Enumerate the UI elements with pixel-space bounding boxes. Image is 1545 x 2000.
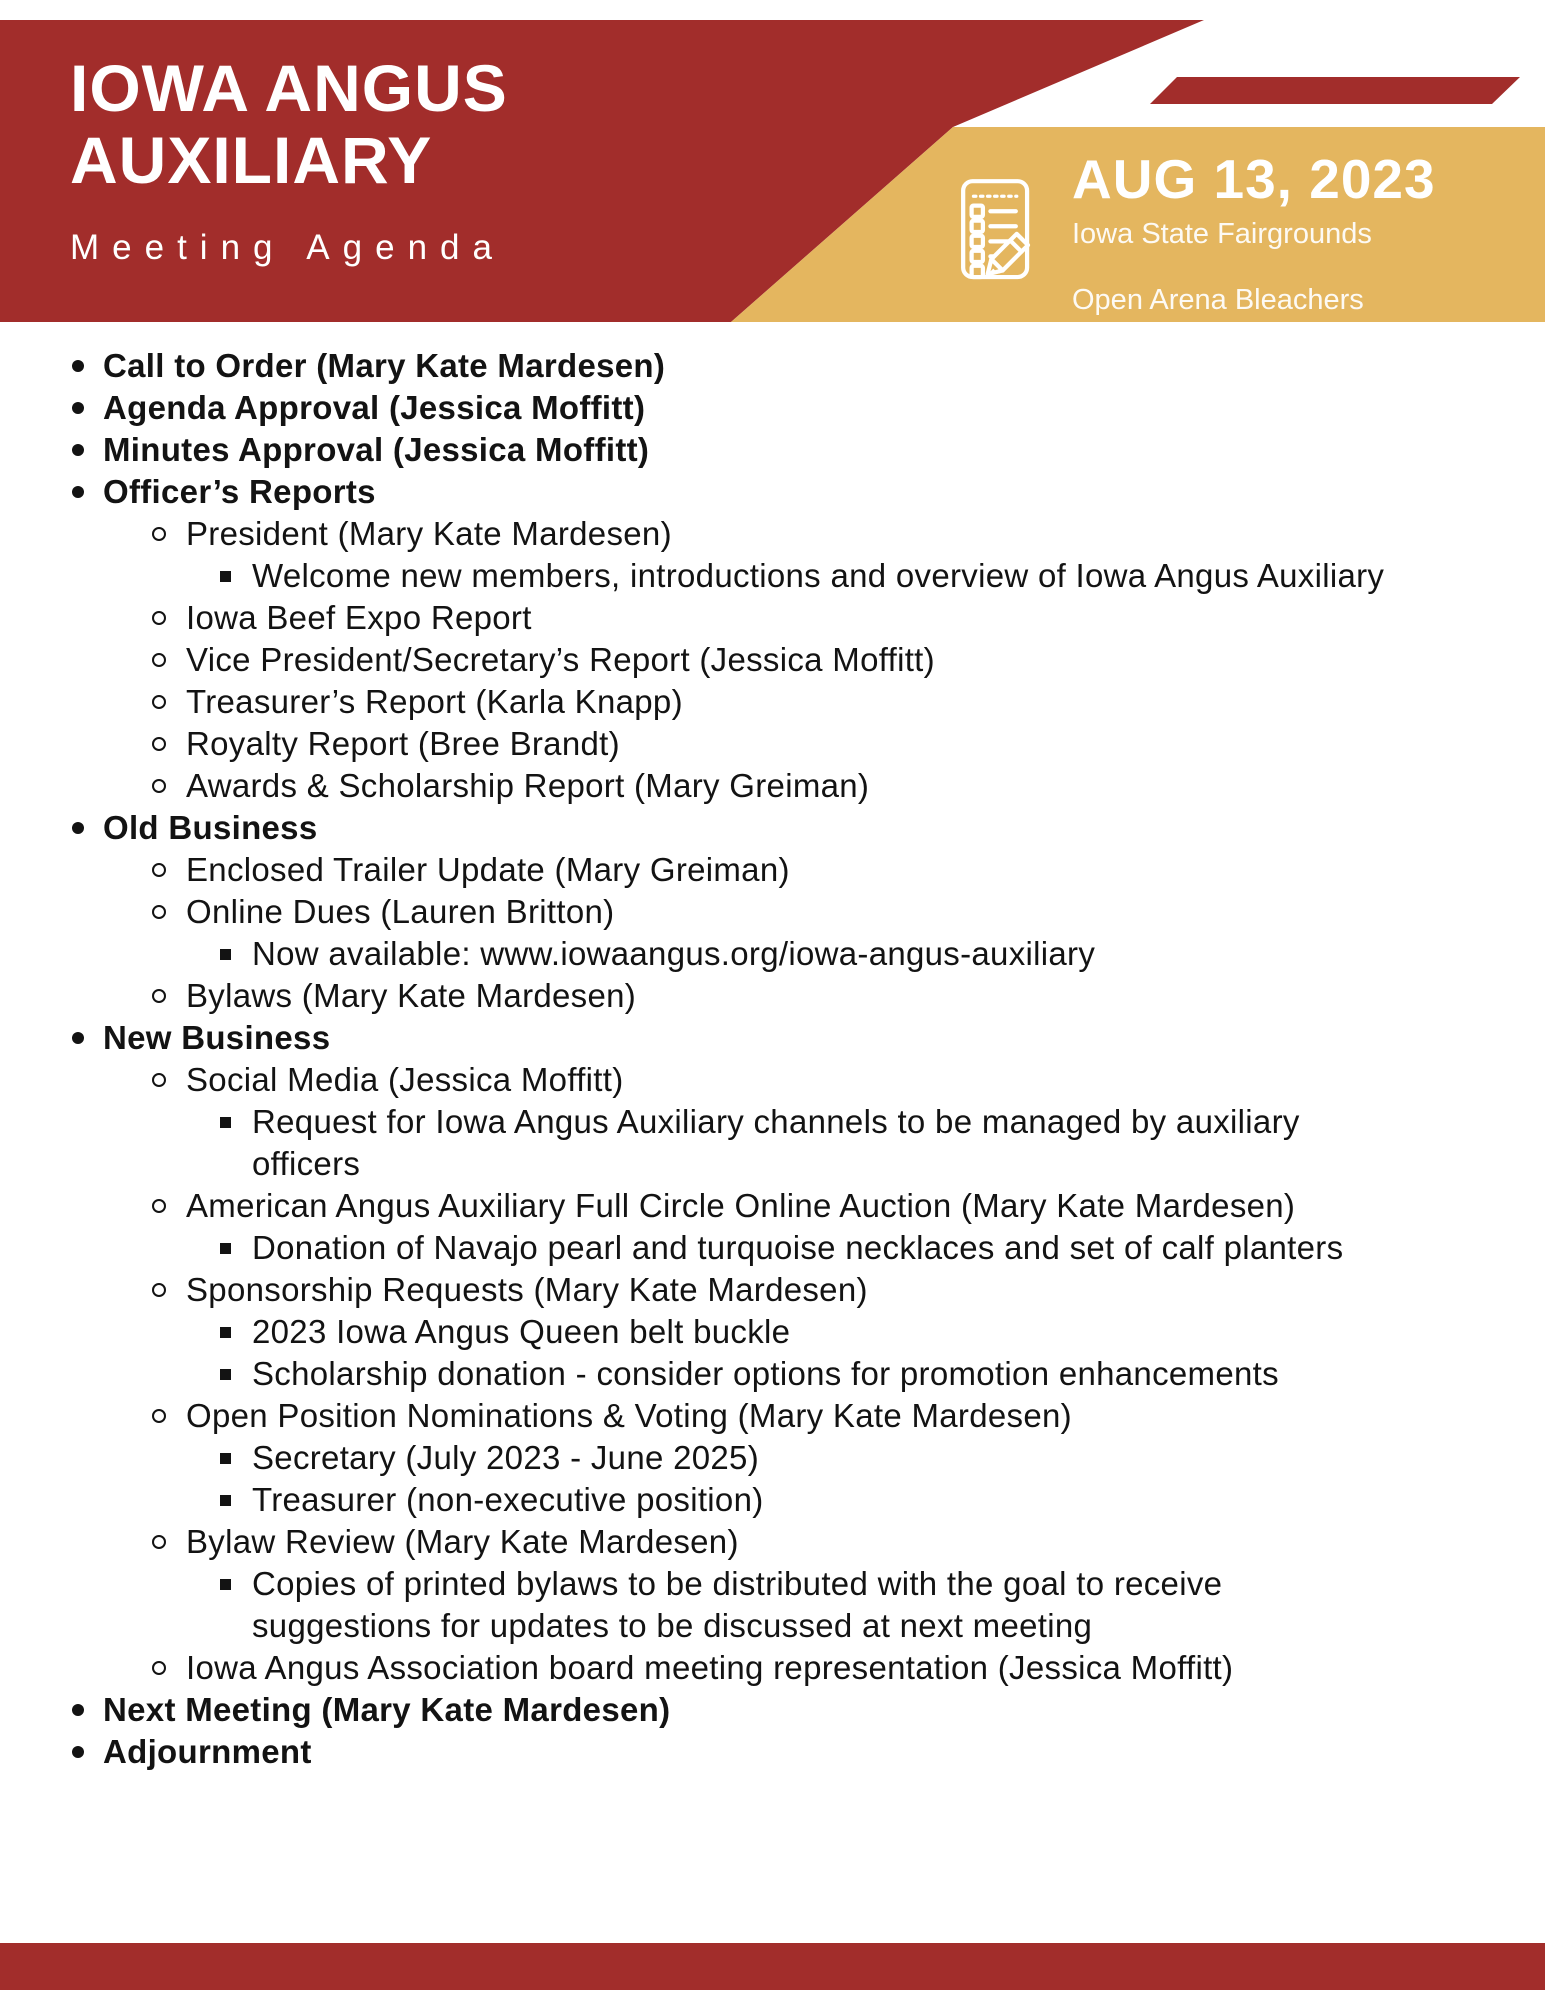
page-title-line2: AUXILIARY bbox=[70, 123, 433, 197]
bullet-circle-marker bbox=[152, 779, 166, 793]
agenda-item bbox=[0, 807, 1545, 849]
agenda-item-text: Online Dues (Lauren Britton) bbox=[186, 893, 615, 930]
agenda-item bbox=[0, 933, 1392, 975]
agenda-item-text: Treasurer’s Report (Karla Knapp) bbox=[186, 683, 683, 720]
event-info bbox=[1072, 148, 1436, 317]
agenda-item-text: New Business bbox=[103, 1019, 331, 1056]
bullet-square-marker bbox=[220, 571, 231, 582]
bullet-circle-marker bbox=[152, 653, 166, 667]
checklist-icon bbox=[950, 174, 1044, 288]
footer-red-bar bbox=[0, 1943, 1545, 1990]
agenda-item bbox=[0, 1269, 1426, 1311]
bullet-circle-marker bbox=[152, 863, 166, 877]
agenda-item bbox=[0, 681, 1426, 723]
bullet-disc-marker bbox=[72, 1746, 84, 1758]
bullet-circle-marker bbox=[152, 737, 166, 751]
bullet-circle-marker bbox=[152, 905, 166, 919]
agenda-item-text: Welcome new members, introductions and overview of Iowa Angus Auxiliary bbox=[252, 557, 1385, 594]
agenda-item bbox=[0, 1185, 1426, 1227]
bullet-circle-marker bbox=[152, 1535, 166, 1549]
event-date: AUG 13, 2023 bbox=[1072, 148, 1436, 210]
agenda-item bbox=[0, 723, 1426, 765]
agenda-item-text: Social Media (Jessica Moffitt) bbox=[186, 1061, 624, 1098]
agenda-item-text: Enclosed Trailer Update (Mary Greiman) bbox=[186, 851, 790, 888]
bullet-circle-marker bbox=[152, 989, 166, 1003]
agenda-item bbox=[0, 849, 1426, 891]
agenda-item-text: Next Meeting (Mary Kate Mardesen) bbox=[103, 1691, 671, 1728]
agenda-item bbox=[0, 597, 1426, 639]
bullet-circle-marker bbox=[152, 611, 166, 625]
agenda-item-text: Now available: www.iowaangus.org/iowa-angus-auxiliary bbox=[252, 935, 1096, 972]
bullet-circle-marker bbox=[152, 1283, 166, 1297]
bullet-square-marker bbox=[220, 1117, 231, 1128]
bullet-square-marker bbox=[220, 949, 231, 960]
bullet-square-marker bbox=[220, 1369, 231, 1380]
agenda-item-text: Iowa Angus Association board meeting representation (Jessica Moffitt) bbox=[186, 1649, 1234, 1686]
agenda-item bbox=[0, 345, 1545, 387]
agenda-item-text: Officer’s Reports bbox=[103, 473, 376, 510]
bullet-circle-marker bbox=[152, 527, 166, 541]
agenda-item bbox=[0, 555, 1392, 597]
agenda-item bbox=[0, 639, 1426, 681]
agenda-item bbox=[0, 471, 1545, 513]
bullet-square-marker bbox=[220, 1495, 231, 1506]
agenda-item-text: Agenda Approval (Jessica Moffitt) bbox=[103, 389, 646, 426]
bullet-circle-marker bbox=[152, 695, 166, 709]
agenda-item-text: Vice President/Secretary’s Report (Jessica Moffitt) bbox=[186, 641, 935, 678]
agenda-item-text: Royalty Report (Bree Brandt) bbox=[186, 725, 620, 762]
agenda-item bbox=[0, 513, 1426, 555]
bullet-disc-marker bbox=[72, 360, 84, 372]
event-venue-line1: Iowa State Fairgrounds bbox=[1072, 218, 1372, 250]
agenda-item-text: Old Business bbox=[103, 809, 318, 846]
agenda-item-text: President (Mary Kate Mardesen) bbox=[186, 515, 672, 552]
agenda-item bbox=[0, 1563, 1392, 1647]
agenda-item-text: Iowa Beef Expo Report bbox=[186, 599, 532, 636]
agenda-item-text: Open Position Nominations & Voting (Mary Kate Mardesen) bbox=[186, 1397, 1072, 1434]
bullet-disc-marker bbox=[72, 1032, 84, 1044]
bullet-circle-marker bbox=[152, 1409, 166, 1423]
agenda-item bbox=[0, 1017, 1545, 1059]
agenda-item-text: Bylaw Review (Mary Kate Mardesen) bbox=[186, 1523, 739, 1560]
bullet-disc-marker bbox=[72, 402, 84, 414]
agenda-item bbox=[0, 1731, 1545, 1773]
agenda-item bbox=[0, 1479, 1392, 1521]
bullet-disc-marker bbox=[72, 1704, 84, 1716]
agenda-item-text: Call to Order (Mary Kate Mardesen) bbox=[103, 347, 666, 384]
event-venue-line2: Open Arena Bleachers bbox=[1072, 284, 1364, 316]
page-subtitle: Meeting Agenda bbox=[70, 228, 505, 267]
agenda-item bbox=[0, 1647, 1426, 1689]
bullet-circle-marker bbox=[152, 1073, 166, 1087]
agenda-list bbox=[0, 345, 1545, 1773]
bullet-square-marker bbox=[220, 1579, 231, 1590]
agenda-item bbox=[0, 891, 1426, 933]
event-venue bbox=[1072, 218, 1436, 317]
bullet-square-marker bbox=[220, 1453, 231, 1464]
agenda-item bbox=[0, 1521, 1426, 1563]
bullet-disc-marker bbox=[72, 444, 84, 456]
bullet-circle-marker bbox=[152, 1199, 166, 1213]
header bbox=[70, 52, 508, 268]
agenda-item-text: Awards & Scholarship Report (Mary Greiman) bbox=[186, 767, 870, 804]
agenda-item-text: 2023 Iowa Angus Queen belt buckle bbox=[252, 1313, 791, 1350]
agenda-item-text: American Angus Auxiliary Full Circle Online Auction (Mary Kate Mardesen) bbox=[186, 1187, 1296, 1224]
bullet-square-marker bbox=[220, 1243, 231, 1254]
agenda-item bbox=[0, 1353, 1392, 1395]
bullet-square-marker bbox=[220, 1327, 231, 1338]
agenda-item bbox=[0, 1395, 1426, 1437]
agenda-item bbox=[0, 1311, 1392, 1353]
bullet-disc-marker bbox=[72, 486, 84, 498]
agenda-item bbox=[0, 765, 1426, 807]
agenda-item-text: Bylaws (Mary Kate Mardesen) bbox=[186, 977, 637, 1014]
agenda-item-text: Adjournment bbox=[103, 1733, 312, 1770]
agenda-item-text: Scholarship donation - consider options for promotion enhancements bbox=[252, 1355, 1279, 1392]
agenda-item bbox=[0, 1437, 1392, 1479]
bullet-circle-marker bbox=[152, 1661, 166, 1675]
agenda-item-text: Request for Iowa Angus Auxiliary channels to be managed by auxiliary officers bbox=[252, 1103, 1300, 1182]
agenda-item bbox=[0, 1689, 1545, 1731]
agenda-item-text: Secretary (July 2023 - June 2025) bbox=[252, 1439, 759, 1476]
agenda-item-text: Copies of printed bylaws to be distributed with the goal to receive suggestions for updates to be discussed at next meeting bbox=[252, 1565, 1223, 1644]
bullet-disc-marker bbox=[72, 822, 84, 834]
agenda-item bbox=[0, 1059, 1426, 1101]
agenda-item-text: Minutes Approval (Jessica Moffitt) bbox=[103, 431, 650, 468]
agenda-item bbox=[0, 1101, 1392, 1185]
agenda-item-text: Treasurer (non-executive position) bbox=[252, 1481, 764, 1518]
agenda-item bbox=[0, 387, 1545, 429]
agenda-item-text: Sponsorship Requests (Mary Kate Mardesen) bbox=[186, 1271, 868, 1308]
agenda-item-text: Donation of Navajo pearl and turquoise necklaces and set of calf planters bbox=[252, 1229, 1344, 1266]
agenda-item bbox=[0, 1227, 1392, 1269]
page-title-line1: IOWA ANGUS bbox=[70, 51, 508, 125]
agenda-item bbox=[0, 429, 1545, 471]
page-title bbox=[70, 52, 508, 196]
agenda-item bbox=[0, 975, 1426, 1017]
